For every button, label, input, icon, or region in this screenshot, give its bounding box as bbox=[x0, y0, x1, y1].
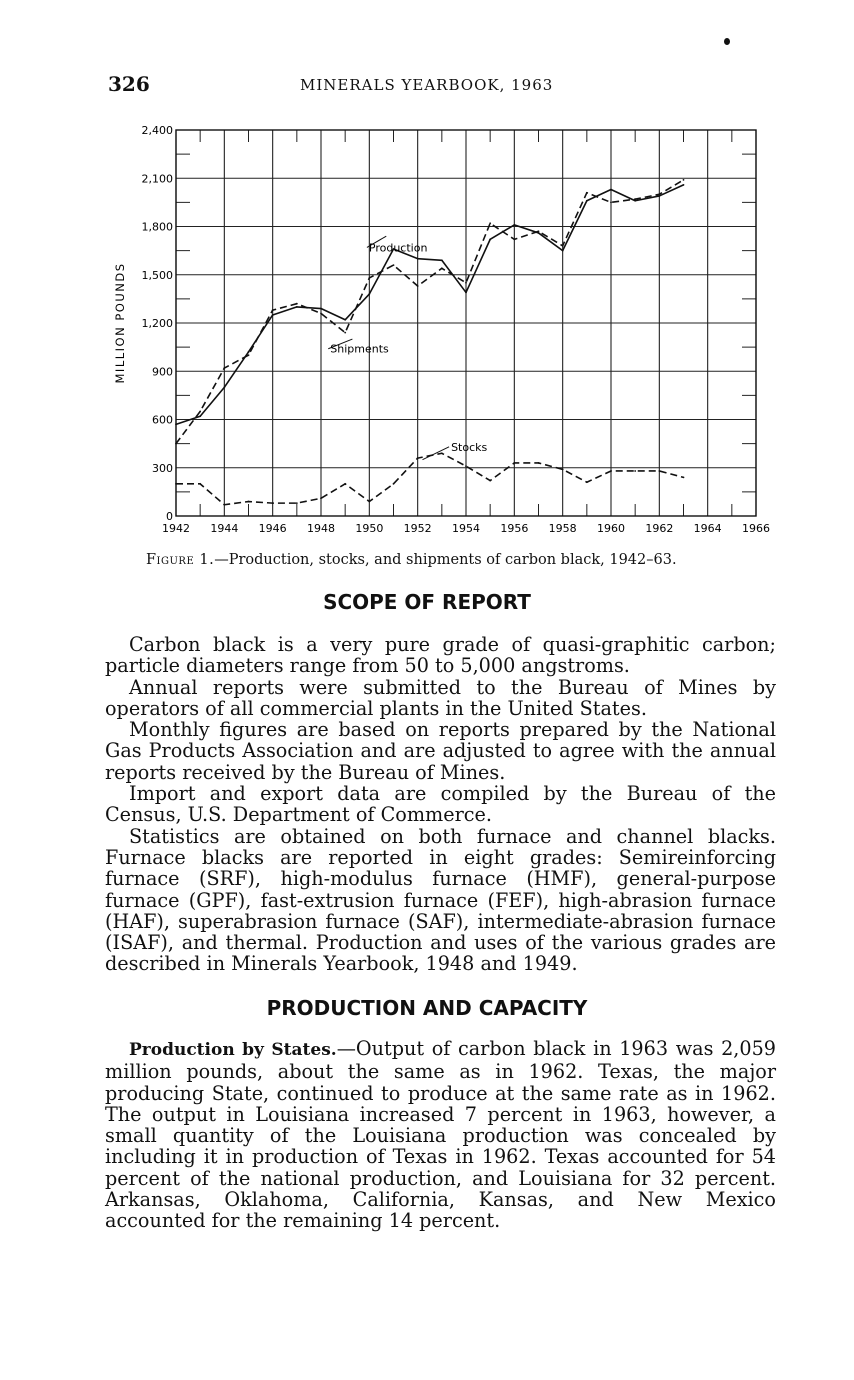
x-tick-label: 1952 bbox=[403, 522, 432, 535]
data-point-production bbox=[344, 319, 346, 321]
data-point-production bbox=[586, 200, 588, 202]
data-point-stocks bbox=[199, 483, 201, 485]
x-tick-label: 1950 bbox=[355, 522, 384, 535]
paragraph: Import and export data are compiled by the Bureau of the Census, U.S. Department of Commerce. bbox=[105, 782, 776, 827]
data-point-stocks bbox=[683, 477, 685, 479]
x-tick-label: 1958 bbox=[548, 522, 577, 535]
x-tick-label: 1966 bbox=[742, 522, 770, 535]
data-point-production bbox=[658, 195, 660, 197]
x-tick-label: 1960 bbox=[597, 522, 625, 535]
y-axis-title: MILLION POUNDS bbox=[113, 262, 127, 384]
y-tick-label: 0 bbox=[166, 510, 173, 523]
ink-spot bbox=[724, 38, 730, 45]
data-point-production bbox=[223, 386, 225, 388]
data-point-stocks bbox=[538, 462, 540, 464]
data-point-shipments bbox=[538, 230, 540, 232]
y-tick-label: 900 bbox=[152, 365, 173, 379]
paragraph: Statistics are obtained on both furnace and channel blacks. Furnace blacks are reported in eight grades: Semireinforcing furnace (SRF), high-modulus furnace (HMF), general-purpose furnace (GPF), fast-extrusion furnace (FEF), high-abrasion furnace (HAF), superabrasion furnace (SAF), intermediate-abrasion furnace (ISAF), and thermal. Production and uses of the various grades are described in Minerals Yearbook, 1948 and 1949. bbox=[105, 824, 776, 976]
paragraph: Monthly figures are based on reports prepared by the National Gas Products Association and are adjusted to agree with the annual reports received by the Bureau of Mines. bbox=[105, 718, 776, 784]
data-point-shipments bbox=[296, 303, 298, 305]
data-point-shipments bbox=[272, 309, 274, 311]
annotation-production: Production bbox=[368, 241, 428, 255]
data-point-stocks bbox=[296, 502, 298, 504]
data-point-production bbox=[199, 415, 201, 417]
y-tick-label: 300 bbox=[152, 461, 173, 475]
data-point-stocks bbox=[658, 470, 660, 472]
data-point-shipments bbox=[223, 367, 225, 369]
section-heading-scope: SCOPE OF REPORT bbox=[323, 590, 531, 614]
section-heading-production: PRODUCTION AND CAPACITY bbox=[266, 996, 588, 1020]
data-point-stocks bbox=[465, 465, 467, 467]
x-tick-label: 1948 bbox=[307, 522, 335, 535]
data-point-stocks bbox=[417, 457, 419, 459]
paragraph: Carbon black is a very pure grade of quasi-graphitic carbon; particle diameters range from 50 to 5,000 angstroms. bbox=[105, 633, 776, 678]
data-point-stocks bbox=[393, 483, 395, 485]
data-point-production bbox=[562, 250, 564, 252]
data-point-shipments bbox=[393, 264, 395, 266]
series-line-shipments bbox=[176, 180, 684, 444]
figure-label: Figure 1. bbox=[146, 552, 215, 568]
x-tick-label: 1946 bbox=[258, 522, 287, 535]
data-point-stocks bbox=[248, 501, 250, 503]
data-point-production bbox=[465, 292, 467, 294]
data-point-stocks bbox=[175, 483, 177, 485]
scope-body bbox=[105, 634, 776, 975]
data-point-stocks bbox=[223, 504, 225, 506]
data-point-production bbox=[683, 184, 685, 186]
data-point-stocks bbox=[610, 470, 612, 472]
data-point-production bbox=[417, 258, 419, 260]
data-point-shipments bbox=[634, 198, 636, 200]
data-point-production bbox=[634, 200, 636, 202]
data-point-stocks bbox=[634, 470, 636, 472]
data-point-shipments bbox=[586, 192, 588, 194]
data-point-production bbox=[320, 308, 322, 310]
data-point-production bbox=[272, 314, 274, 316]
data-point-stocks bbox=[562, 468, 564, 470]
x-tick-label: 1954 bbox=[452, 522, 480, 535]
data-point-stocks bbox=[586, 481, 588, 483]
data-point-stocks bbox=[344, 483, 346, 485]
run-in-heading: Production by States. bbox=[129, 1040, 337, 1060]
page-number: 326 bbox=[108, 72, 150, 96]
y-tick-label: 1,500 bbox=[141, 268, 173, 282]
data-point-shipments bbox=[489, 222, 491, 224]
x-tick-label: 1944 bbox=[210, 522, 239, 535]
data-point-shipments bbox=[368, 277, 370, 279]
annotation-shipments: Shipments bbox=[330, 342, 389, 356]
x-tick-label: 1956 bbox=[500, 522, 529, 535]
data-point-shipments bbox=[320, 312, 322, 314]
data-point-shipments bbox=[344, 332, 346, 334]
x-tick-label: 1962 bbox=[645, 522, 674, 535]
data-point-shipments bbox=[199, 411, 201, 413]
x-tick-label: 1942 bbox=[162, 522, 190, 535]
data-point-stocks bbox=[513, 462, 515, 464]
data-point-production bbox=[441, 259, 443, 261]
paragraph-text: —Output of carbon black in 1963 was 2,059 million pounds, about the same as in 1962. Texas, the major producing State, continued to produce at the same rate as in 1962. The output in Louisiana increased 7 percent in 1963, however, a small quantity of the Louisiana production was concealed by including it in production of Texas in 1962. Texas accounted for 54 percent of the national production, and Louisiana for 32 percent. Arkansas, Oklahoma, California, Kansas, and New Mexico accounted for the remaining 14 percent. bbox=[105, 1037, 776, 1233]
data-point-stocks bbox=[320, 497, 322, 499]
series-line-production bbox=[176, 185, 684, 424]
data-point-shipments bbox=[683, 179, 685, 181]
data-point-production bbox=[175, 423, 177, 425]
y-tick-label: 600 bbox=[152, 413, 173, 427]
carbon-black-chart bbox=[100, 118, 780, 548]
data-point-shipments bbox=[175, 443, 177, 445]
x-tick-label: 1964 bbox=[693, 522, 722, 535]
production-body bbox=[105, 1038, 776, 1232]
data-point-shipments bbox=[465, 282, 467, 284]
figure-caption-text: —Production, stocks, and shipments of carbon black, 1942–63. bbox=[214, 552, 677, 568]
series-line-stocks bbox=[176, 453, 684, 504]
data-point-shipments bbox=[610, 201, 612, 203]
chart-labels bbox=[113, 124, 770, 535]
data-point-production bbox=[296, 306, 298, 308]
data-point-stocks bbox=[368, 501, 370, 503]
y-tick-label: 2,100 bbox=[141, 172, 173, 186]
annotation-stocks: Stocks bbox=[451, 440, 488, 454]
data-point-production bbox=[610, 189, 612, 191]
data-point-shipments bbox=[417, 285, 419, 287]
figure-caption bbox=[146, 552, 677, 568]
data-point-production bbox=[248, 351, 250, 353]
y-tick-label: 2,400 bbox=[141, 124, 173, 137]
data-point-shipments bbox=[513, 238, 515, 240]
data-point-stocks bbox=[489, 480, 491, 482]
annotation-leader bbox=[423, 447, 450, 460]
y-tick-label: 1,800 bbox=[141, 220, 173, 234]
data-point-production bbox=[489, 238, 491, 240]
data-point-shipments bbox=[562, 245, 564, 247]
paragraph: Annual reports were submitted to the Bureau of Mines by operators of all commercial plants in the United States. bbox=[105, 675, 776, 720]
data-point-production bbox=[513, 224, 515, 226]
data-point-shipments bbox=[248, 354, 250, 356]
data-point-production bbox=[368, 293, 370, 295]
y-tick-label: 1,200 bbox=[141, 317, 173, 330]
data-point-stocks bbox=[272, 502, 274, 504]
paragraph bbox=[105, 1038, 776, 1232]
running-title: MINERALS YEARBOOK, 1963 bbox=[300, 76, 554, 94]
data-point-stocks bbox=[441, 452, 443, 454]
data-point-shipments bbox=[658, 193, 660, 195]
data-point-shipments bbox=[441, 267, 443, 269]
